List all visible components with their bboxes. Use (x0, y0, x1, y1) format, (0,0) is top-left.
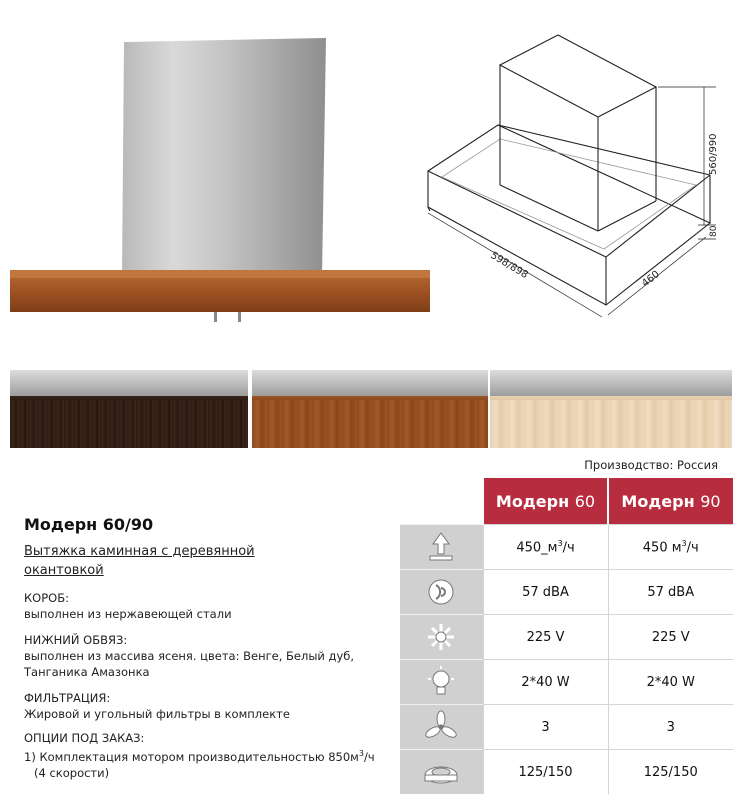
spec-voltage-90: 225 V (608, 615, 733, 660)
spec-noise-60: 57 dBA (483, 570, 608, 615)
section-options-heading: ОПЦИИ ПОД ЗАКАЗ: (24, 731, 145, 745)
section-filter-text: Жировой и угольный фильтры в комплекте (24, 707, 290, 721)
section-options (24, 730, 384, 781)
spec-speeds-60: 3 (483, 705, 608, 750)
dim-height-label: 560/990 (708, 133, 719, 175)
column-header-modern-60: Модерн 60 (483, 478, 608, 525)
specs-table (400, 478, 733, 794)
spec-voltage-60: 225 V (483, 615, 608, 660)
dim-depth-label: 460 (640, 268, 662, 290)
lamp-icon (400, 660, 483, 705)
table-row (400, 525, 733, 570)
spec-lamp-60: 2*40 W (483, 660, 608, 705)
table-row (400, 615, 733, 660)
section-frame-heading: НИЖНИЙ ОБВЯЗ: (24, 633, 128, 647)
finish-sample-wenge (10, 370, 248, 448)
wood-frame-front (10, 278, 430, 312)
spec-airflow-90: 450 $м^3/ч$ (608, 525, 733, 570)
subtitle-line1: Вытяжка каминная с деревянной (24, 544, 255, 559)
dimension-drawing (420, 25, 742, 325)
model-title: Модерн 60/90 (24, 515, 154, 534)
steel-chimney (122, 38, 326, 276)
duct-diameter-icon (400, 750, 483, 795)
section-box-heading: КОРОБ: (24, 591, 69, 605)
fan-speed-icon (400, 705, 483, 750)
dim-width-label: 598/898 (488, 250, 530, 281)
spec-duct-60: 125/150 (483, 750, 608, 795)
section-frame-line1: выполнен из массива ясеня. цвета: Венге, Белый дуб, (24, 649, 355, 663)
section-filter-heading: ФИЛЬТРАЦИЯ: (24, 691, 111, 705)
table-row (400, 705, 733, 750)
spec-duct-90: 125/150 (608, 750, 733, 795)
spec-lamp-90: 2*40 W (608, 660, 733, 705)
section-frame (24, 632, 384, 680)
section-options-line2: (4 скорости) (34, 765, 110, 780)
section-frame-line2: Танганика Амазонка (24, 665, 150, 679)
power-icon (400, 615, 483, 660)
noise-icon (400, 570, 483, 615)
dim-bottom-label: 80 (709, 225, 719, 237)
airflow-icon (400, 525, 483, 570)
production-country: Производство: Россия (584, 458, 718, 472)
product-photo (0, 0, 440, 330)
table-row (400, 750, 733, 795)
spec-speeds-90: 3 (608, 705, 733, 750)
subtitle-line2: окантовкой (24, 563, 104, 578)
table-row (400, 570, 733, 615)
spec-noise-90: 57 dBA (608, 570, 733, 615)
section-options-line1: 1) Комплектация мотором производительностью $850м^3/ч$ (24, 749, 375, 764)
column-header-modern-90: Модерн 90 (608, 478, 733, 525)
finish-sample-tanganika (252, 370, 488, 448)
section-filter (24, 690, 384, 722)
spec-airflow-60: $450\_м^3/ч$ (483, 525, 608, 570)
finish-sample-white-oak (490, 370, 732, 448)
table-row (400, 660, 733, 705)
section-box (24, 590, 384, 622)
model-subtitle (24, 542, 284, 580)
wood-frame-top (10, 270, 430, 278)
section-box-text: выполнен из нержавеющей стали (24, 607, 232, 621)
